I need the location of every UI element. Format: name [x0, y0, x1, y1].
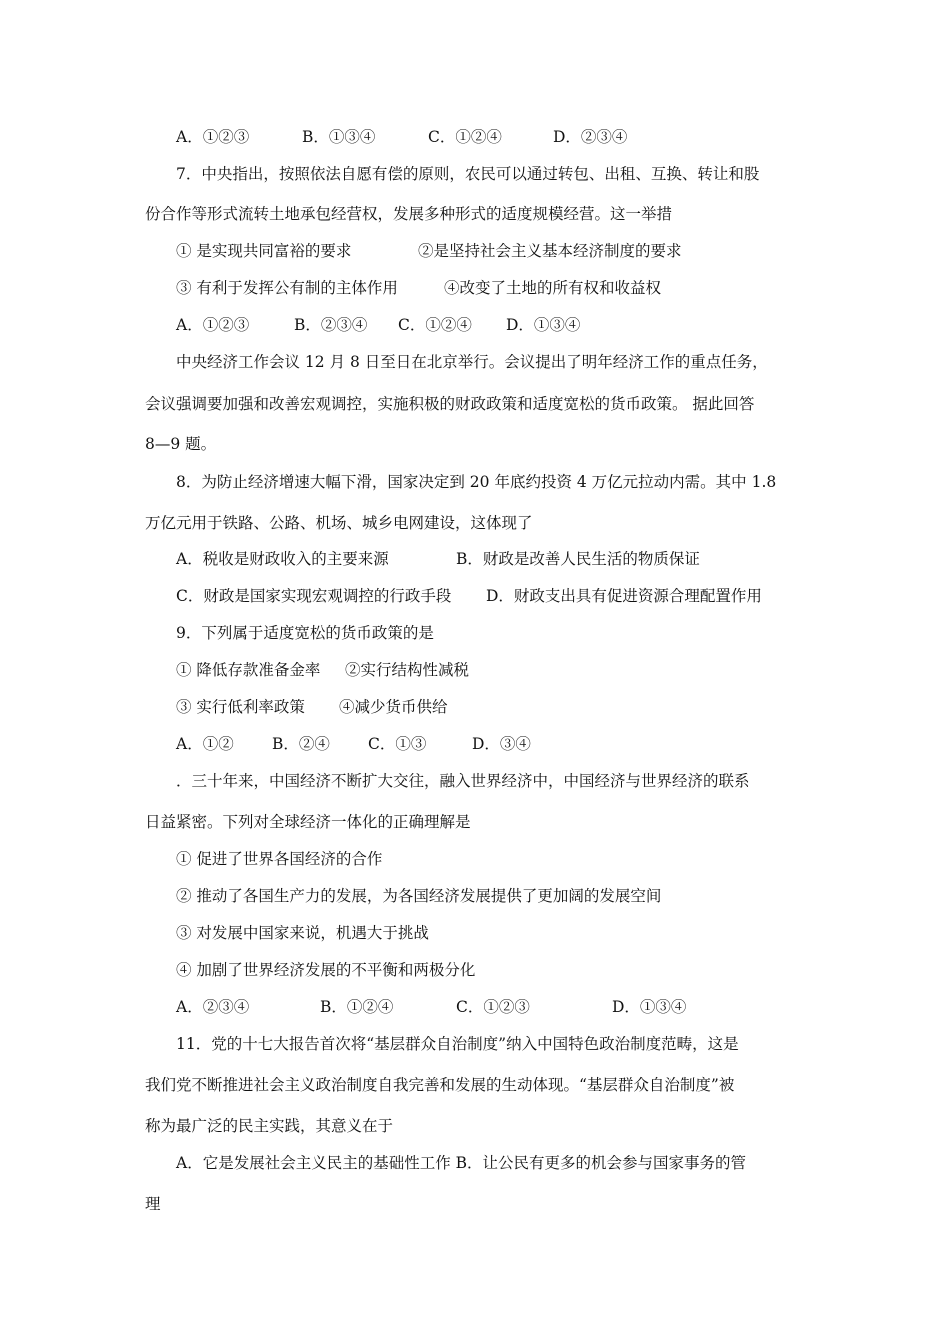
- q6-option-b: B．①③④: [302, 128, 376, 146]
- q9-stem: 9．下列属于适度宽松的货币政策的是: [176, 624, 434, 642]
- q8-stem-line-2: 万亿元用于铁路、公路、机场、城乡电网建设，这体现了: [145, 514, 533, 532]
- q6-option-d: D．②③④: [553, 128, 628, 146]
- q10-option-c: C．①②③: [456, 998, 530, 1016]
- q7-option-b: B．②③④: [294, 316, 368, 334]
- q7-option-a: A．①②③: [176, 316, 250, 334]
- q10-option-a: A．②③④: [176, 998, 250, 1016]
- q7-item-4: ④改变了土地的所有权和收益权: [444, 279, 662, 297]
- q11-options-line-1: A．它是发展社会主义民主的基础性工作 B．让公民有更多的机会参与国家事务的管: [176, 1154, 747, 1172]
- q9-item-3: ③ 实行低利率政策: [176, 698, 305, 716]
- q11-stem-line-2: 我们党不断推进社会主义政治制度自我完善和发展的生动体现。“基层群众自治制度”被: [145, 1076, 735, 1094]
- q7-option-d: D．①③④: [506, 316, 581, 334]
- passage-line-2: 会议强调要加强和改善宏观调控，实施积极的财政政策和适度宽松的货币政策。 据此回答: [145, 395, 755, 413]
- q11-stem-line-3: 称为最广泛的民主实践，其意义在于: [145, 1117, 394, 1135]
- q11-options-line-2: 理: [145, 1195, 161, 1213]
- q10-item-1: ① 促进了世界各国经济的合作: [176, 850, 383, 868]
- q9-option-d: D．③④: [472, 735, 531, 753]
- q10-item-2: ② 推动了各国生产力的发展，为各国经济发展提供了更加阔的发展空间: [176, 887, 662, 905]
- q8-option-a: A．税收是财政收入的主要来源: [176, 550, 389, 568]
- q9-item-4: ④减少货币供给: [339, 698, 448, 716]
- q8-stem-line-1: 8．为防止经济增速大幅下滑，国家决定到 20 年底约投资 4 万亿元拉动内需。其中 1.8: [176, 473, 777, 491]
- q7-option-c: C．①②④: [398, 316, 472, 334]
- q9-option-c: C．①③: [368, 735, 427, 753]
- q8-option-c: C．财政是国家实现宏观调控的行政手段: [176, 587, 452, 605]
- q9-item-1: ① 降低存款准备金率: [176, 661, 321, 679]
- q7-item-2: ②是坚持社会主义基本经济制度的要求: [418, 242, 682, 260]
- q8-option-b: B．财政是改善人民生活的物质保证: [456, 550, 700, 568]
- q9-item-2: ②实行结构性减税: [345, 661, 470, 679]
- q10-item-3: ③ 对发展中国家来说，机遇大于挑战: [176, 924, 429, 942]
- passage-line-1: 中央经济工作会议 12 月 8 日至日在北京举行。会议提出了明年经济工作的重点任务，: [176, 353, 768, 371]
- q9-option-b: B．②④: [272, 735, 330, 753]
- q6-option-c: C．①②④: [428, 128, 502, 146]
- q10-option-d: D．①③④: [612, 998, 687, 1016]
- q9-option-a: A．①②: [176, 735, 234, 753]
- q10-option-b: B．①②④: [320, 998, 394, 1016]
- q7-item-1: ① 是实现共同富裕的要求: [176, 242, 352, 260]
- passage-line-3: 8—9 题。: [145, 435, 217, 453]
- q7-stem-line-2: 份合作等形式流转土地承包经营权，发展多种形式的适度规模经营。这一举措: [145, 205, 673, 223]
- q6-option-a: A．①②③: [176, 128, 250, 146]
- q10-stem-line-1: ．三十年来，中国经济不断扩大交往，融入世界经济中，中国经济与世界经济的联系: [176, 772, 750, 790]
- q7-stem-line-1: 7．中央指出，按照依法自愿有偿的原则，农民可以通过转包、出租、互换、转让和股: [176, 165, 760, 183]
- q10-stem-line-2: 日益紧密。下列对全球经济一体化的正确理解是: [145, 813, 471, 831]
- q10-item-4: ④ 加剧了世界经济发展的不平衡和两极分化: [176, 961, 476, 979]
- q8-option-d: D．财政支出具有促进资源合理配置作用: [486, 587, 762, 605]
- q11-stem-line-1: 11．党的十七大报告首次将“基层群众自治制度”纳入中国特色政治制度范畴，这是: [176, 1035, 739, 1053]
- q7-item-3: ③ 有利于发挥公有制的主体作用: [176, 279, 398, 297]
